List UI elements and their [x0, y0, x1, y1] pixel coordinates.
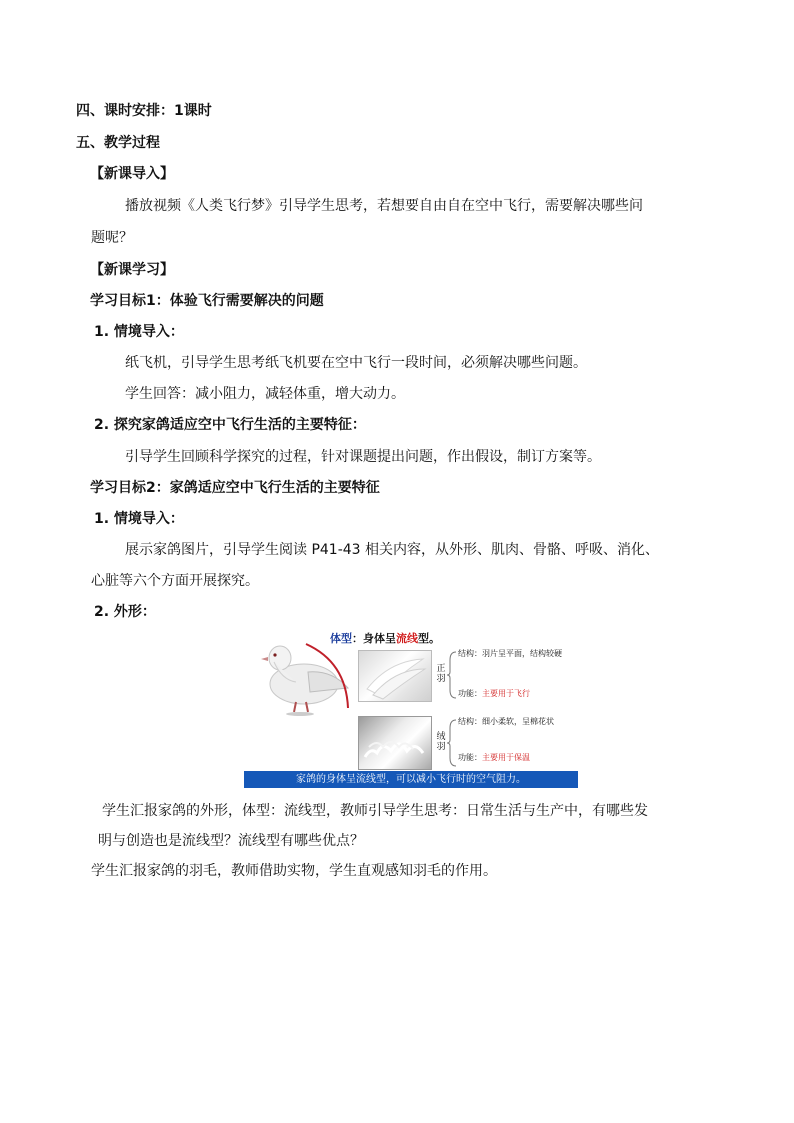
paragraph-intro-line2: 题呢？ [91, 230, 133, 246]
down-feather-photo [358, 716, 432, 770]
item-2-explore: 2. 探究家鸽适应空中飞行生活的主要特征： [94, 417, 366, 433]
paragraph-shape-report-line2: 明与创造也是流线型？流线型有哪些优点？ [98, 833, 364, 849]
paragraph-show-pigeon-line1: 展示家鸽图片，引导学生阅读 P41-43 相关内容，从外形、肌肉、骨骼、呼吸、消化、 [125, 542, 660, 558]
paragraph-inquiry: 引导学生回顾科学探究的过程，针对课题提出问题，作出假设，制订方案等。 [125, 449, 601, 465]
brace-down [447, 718, 457, 768]
heading-new-intro: 【新课导入】 [90, 166, 174, 182]
item-2-shape: 2. 外形： [94, 604, 156, 620]
paragraph-student-answer: 学生回答：减小阻力，减轻体重，增大动力。 [125, 386, 405, 402]
contour-feather-photo [358, 650, 432, 702]
heading-new-study: 【新课学习】 [90, 262, 174, 278]
down-function: 功能：主要用于保温 [458, 753, 530, 762]
item-1-scenario-2: 1. 情境导入： [94, 511, 184, 527]
label-down-feather: 绒羽 [436, 732, 446, 752]
contour-function: 功能：主要用于飞行 [458, 689, 530, 698]
brace-contour [447, 650, 457, 700]
item-1-scenario: 1. 情境导入： [94, 324, 184, 340]
paragraph-feather-report: 学生汇报家鸽的羽毛，教师借助实物，学生直观感知羽毛的作用。 [91, 863, 497, 879]
objective-1-title: 学习目标1：体验飞行需要解决的问题 [90, 293, 324, 309]
streamline-arc [302, 640, 352, 710]
pigeon-feather-figure [244, 628, 578, 788]
figure-caption: 家鸽的身体呈流线型，可以减小飞行时的空气阻力。 [244, 771, 578, 788]
contour-structure: 结构：羽片呈平面，结构较硬 [458, 649, 562, 658]
label-contour-feather: 正羽 [436, 664, 446, 684]
objective-2-title: 学习目标2：家鸽适应空中飞行生活的主要特征 [90, 480, 380, 496]
paragraph-show-pigeon-line2: 心脏等六个方面开展探究。 [91, 573, 259, 589]
section-schedule: 四、课时安排：1课时 [76, 103, 212, 119]
figure-title: 体型：身体呈流线型。 [330, 632, 440, 645]
section-process: 五、教学过程 [76, 135, 160, 151]
paragraph-intro-line1: 播放视频《人类飞行梦》引导学生思考，若想要自由自在空中飞行，需要解决哪些问 [125, 198, 643, 214]
paragraph-shape-report-line1: 学生汇报家鸽的外形，体型：流线型，教师引导学生思考：日常生活与生产中，有哪些发 [102, 803, 648, 819]
down-structure: 结构：细小柔软，呈棉花状 [458, 717, 554, 726]
paragraph-paper-plane: 纸飞机，引导学生思考纸飞机要在空中飞行一段时间，必须解决哪些问题。 [125, 355, 587, 371]
